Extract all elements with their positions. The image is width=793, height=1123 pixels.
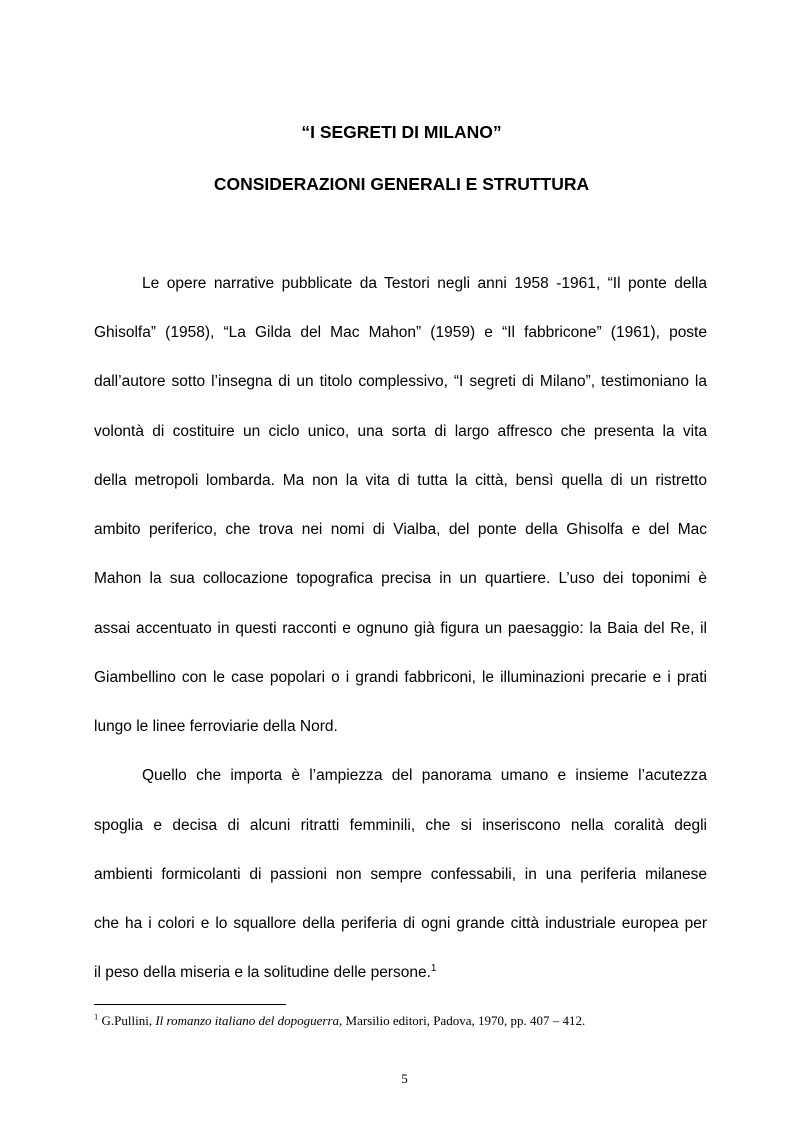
footnote-mark: 1 <box>94 1011 99 1022</box>
footnote-details: , Marsilio editori, Padova, 1970, pp. 407 – 412. <box>339 1013 586 1028</box>
paragraph-2-line-1: Quello che importa è l’ampiezza del panorama umano e insieme l’acutezza <box>142 767 707 784</box>
footnote-work-title: Il romanzo italiano del dopoguerra <box>155 1013 340 1028</box>
paragraph-1-line-7: Mahon la sua collocazione topografica precisa in un quartiere. L’uso dei toponimi è <box>94 570 707 587</box>
footnote-separator <box>94 1004 286 1005</box>
footnote <box>94 1012 707 1030</box>
paragraph-1-line-6: ambito periferico, che trova nei nomi di Vialba, del ponte della Ghisolfa e del Mac <box>94 521 707 538</box>
document-title: “I SEGRETI DI MILANO” <box>301 122 502 142</box>
paragraph-2-line-4: che ha i colori e lo squallore della periferia di ogni grande città industriale europea per <box>94 915 707 932</box>
footnote-author: G.Pullini, <box>101 1013 153 1028</box>
paragraph-1-line-3: dall’autore sotto l’insegna di un titolo complessivo, “I segreti di Milano”, testimoniano la <box>94 373 707 390</box>
paragraph-1-line-10: lungo le linee ferroviarie della Nord. <box>94 718 338 735</box>
paragraph-2-line-5-text: il peso della miseria e la solitudine delle persone. <box>94 964 431 981</box>
paragraph-1-line-8: assai accentuato in questi racconti e ognuno già figura un paesaggio: la Baia del Re, il <box>94 620 707 637</box>
footnote-reference[interactable]: 1 <box>430 962 437 974</box>
paragraph-2-line-2: spoglia e decisa di alcuni ritratti femminili, che si inseriscono nella coralità degli <box>94 817 707 834</box>
page-number: 5 <box>401 1071 408 1086</box>
paragraph-1-line-2: Ghisolfa” (1958), “La Gilda del Mac Mahon” (1959) e “Il fabbricone” (1961), poste <box>94 324 707 341</box>
paragraph-1-line-4: volontà di costituire un ciclo unico, una sorta di largo affresco che presenta la vita <box>94 423 707 440</box>
document-subtitle: CONSIDERAZIONI GENERALI E STRUTTURA <box>213 174 590 194</box>
paragraph-2-line-3: ambienti formicolanti di passioni non sempre confessabili, in una periferia milanese <box>94 866 707 883</box>
paragraph-1-line-9: Giambellino con le case popolari o i grandi fabbriconi, le illuminazioni precarie e i prati <box>94 669 707 686</box>
paragraph-2-line-5 <box>94 963 707 983</box>
paragraph-1-line-5: della metropoli lombarda. Ma non la vita di tutta la città, bensì quella di un ristretto <box>94 472 707 489</box>
paragraph-1-line-1: Le opere narrative pubblicate da Testori negli anni 1958 -1961, “Il ponte della <box>142 275 707 292</box>
